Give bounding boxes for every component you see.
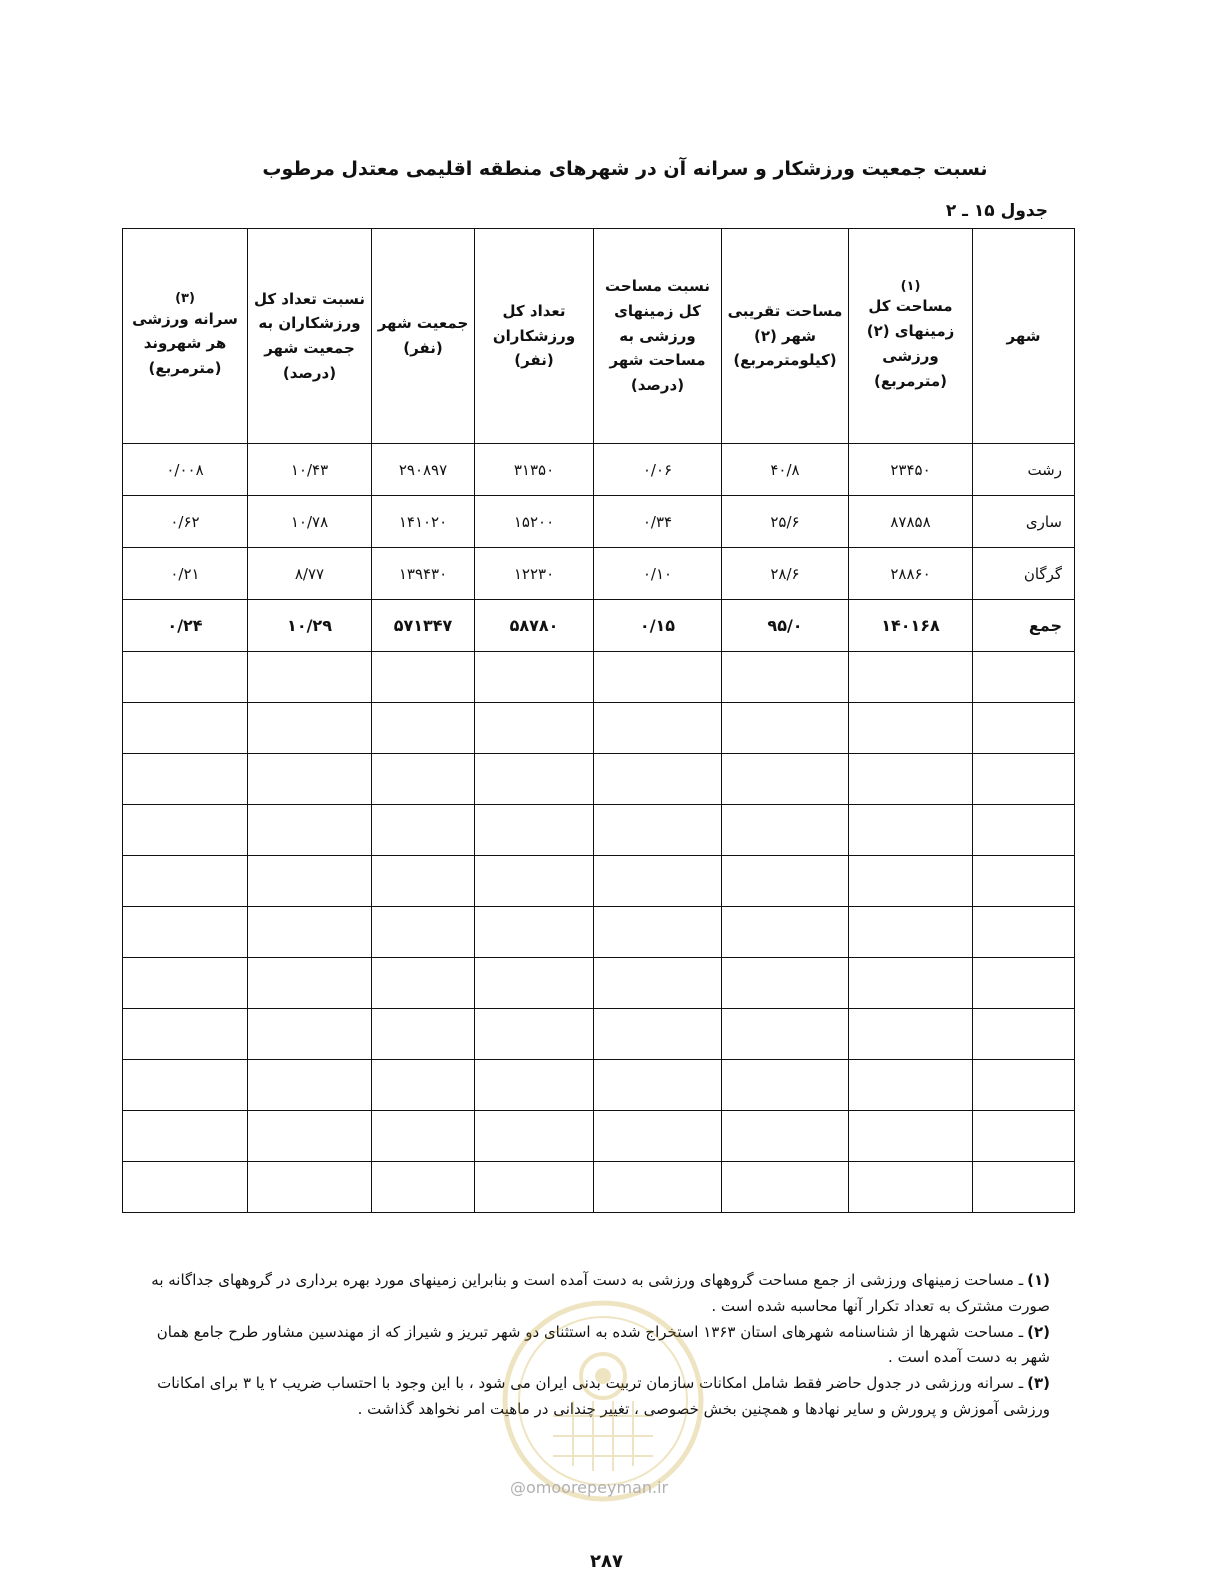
empty-cell [123, 1111, 248, 1162]
empty-cell [248, 805, 372, 856]
empty-table-row [123, 652, 1075, 703]
table-cell: ۱۴۱۰۲۰ [372, 496, 475, 548]
watermark-seal-icon [498, 1296, 708, 1506]
empty-cell [475, 652, 594, 703]
empty-cell [722, 1111, 849, 1162]
table-cell: ۲۸۸۶۰ [849, 548, 973, 600]
empty-cell [475, 1162, 594, 1213]
empty-cell [849, 1162, 973, 1213]
empty-cell [372, 703, 475, 754]
empty-cell [248, 652, 372, 703]
empty-cell [849, 754, 973, 805]
empty-cell [123, 805, 248, 856]
empty-cell [849, 1009, 973, 1060]
table-cell: ۰/۲۱ [123, 548, 248, 600]
empty-cell [973, 1162, 1075, 1213]
empty-cell [722, 958, 849, 1009]
empty-cell [973, 958, 1075, 1009]
empty-cell [722, 1060, 849, 1111]
table-cell: ۳۱۳۵۰ [475, 444, 594, 496]
empty-cell [973, 1060, 1075, 1111]
empty-cell [123, 1009, 248, 1060]
empty-cell [475, 1060, 594, 1111]
empty-cell [849, 958, 973, 1009]
header-athletes-count: تعداد کل ورزشکاران (نفر) [475, 229, 594, 444]
empty-cell [248, 856, 372, 907]
empty-cell [594, 1009, 722, 1060]
table-row [123, 548, 1075, 600]
empty-cell [248, 703, 372, 754]
empty-cell [722, 907, 849, 958]
page-number: ۲۸۷ [590, 1551, 623, 1572]
table-cell: ۱۰/۴۳ [248, 444, 372, 496]
empty-table-row [123, 805, 1075, 856]
header-city: شهر [973, 229, 1075, 444]
empty-cell [372, 805, 475, 856]
total-row [123, 600, 1075, 652]
empty-cell [475, 958, 594, 1009]
empty-cell [973, 805, 1075, 856]
watermark-text: @omoorepeyman.ir [510, 1478, 669, 1497]
empty-cell [123, 1162, 248, 1213]
empty-cell [248, 1060, 372, 1111]
empty-cell [475, 1111, 594, 1162]
total-cell: ۹۵/۰ [722, 600, 849, 652]
empty-cell [123, 703, 248, 754]
empty-table-row [123, 907, 1075, 958]
empty-cell [594, 805, 722, 856]
empty-cell [973, 1009, 1075, 1060]
empty-cell [248, 1009, 372, 1060]
empty-cell [849, 652, 973, 703]
empty-cell [372, 1009, 475, 1060]
table-cell: ۰/۰۰۸ [123, 444, 248, 496]
empty-cell [123, 652, 248, 703]
empty-cell [372, 1060, 475, 1111]
table-cell: ۰/۳۴ [594, 496, 722, 548]
footnote-text: ـ سرانه ورزشی در جدول حاضر فقط شامل امکانات سازمان تربیت بدنی ایران می شود ، با این وجود با احتساب ضریب ۲ یا ۳ برای امکانات ورزشی آموزش و پرورش و سایر نهادها و همچنین بخش خصوصی ، تغییر چندانی در ماهیت امر نخواهد گذاشت . [157, 1374, 1050, 1418]
empty-cell [722, 754, 849, 805]
empty-cell [372, 1162, 475, 1213]
total-cell: ۱۰/۲۹ [248, 600, 372, 652]
empty-cell [594, 856, 722, 907]
empty-table-row [123, 1009, 1075, 1060]
empty-cell [372, 652, 475, 703]
table-row [123, 444, 1075, 496]
table-cell: ۸۷۸۵۸ [849, 496, 973, 548]
header-land-ratio: نسبت مساحت کل زمینهای ورزشی به مساحت شهر (درصد) [594, 229, 722, 444]
empty-cell [248, 1162, 372, 1213]
total-cell: ۱۴۰۱۶۸ [849, 600, 973, 652]
footnote-text: ـ مساحت شهرها از شناسنامه شهرهای استان ۱۳۶۳ استخراج شده به استثنای دو شهر تبریز و شیراز که از مهندسین مشاور طرح جامع همان شهر به دست آمده است . [156, 1322, 1050, 1367]
header-sports-land-area: (۱) مساحت کل زمینهای (۲) ورزشی (مترمربع) [849, 229, 973, 444]
empty-cell [123, 754, 248, 805]
empty-cell [722, 703, 849, 754]
empty-table-row [123, 1111, 1075, 1162]
empty-cell [248, 1111, 372, 1162]
empty-table-row [123, 1060, 1075, 1111]
table-cell: ۲۸/۶ [722, 548, 849, 600]
total-label-cell: جمع [973, 600, 1075, 652]
empty-cell [849, 703, 973, 754]
empty-cell [973, 907, 1075, 958]
table-cell: ۱۲۲۳۰ [475, 548, 594, 600]
empty-cell [973, 856, 1075, 907]
footnote-marker: (۳) [1027, 1374, 1050, 1393]
empty-table-row [123, 754, 1075, 805]
empty-cell [722, 652, 849, 703]
empty-cell [722, 805, 849, 856]
empty-cell [849, 856, 973, 907]
city-name-cell: رشت [973, 444, 1075, 496]
table-cell: ۰/۰۶ [594, 444, 722, 496]
empty-cell [248, 907, 372, 958]
empty-rows [123, 652, 1075, 1213]
footnote-marker: (۱) [1027, 1271, 1050, 1289]
empty-cell [372, 856, 475, 907]
total-cell: ۰/۱۵ [594, 600, 722, 652]
total-cell: ۰/۲۴ [123, 600, 248, 652]
empty-cell [123, 958, 248, 1009]
table-cell: ۲۵/۶ [722, 496, 849, 548]
table-cell: ۰/۱۰ [594, 548, 722, 600]
total-cell: ۵۸۷۸۰ [475, 600, 594, 652]
header-population: جمعیت شهر (نفر) [372, 229, 475, 444]
total-cell: ۵۷۱۳۴۷ [372, 600, 475, 652]
empty-cell [123, 907, 248, 958]
table-header-row [123, 229, 1075, 444]
table-title: نسبت جمعیت ورزشکار و سرانه آن در شهرهای منطقه اقلیمی معتدل مرطوب [262, 158, 988, 180]
table-cell: ۱۰/۷۸ [248, 496, 372, 548]
table-cell: ۱۳۹۴۳۰ [372, 548, 475, 600]
empty-cell [973, 703, 1075, 754]
empty-table-row [123, 958, 1075, 1009]
empty-cell [594, 907, 722, 958]
empty-cell [594, 1111, 722, 1162]
empty-cell [372, 907, 475, 958]
empty-cell [849, 1060, 973, 1111]
header-per-capita: (۳) سرانه ورزشی هر شهروند (مترمربع) [123, 229, 248, 444]
empty-cell [372, 958, 475, 1009]
header-city-area: مساحت تقریبی شهر (۲) (کیلومترمربع) [722, 229, 849, 444]
empty-cell [475, 754, 594, 805]
empty-cell [475, 805, 594, 856]
empty-table-row [123, 856, 1075, 907]
footnote-text: ـ مساحت زمینهای ورزشی از جمع مساحت گروههای ورزشی به دست آمده است و بنابراین زمینهای مورد بهره برداری در گروههای جداگانه به صورت مشترک به تعداد تکرار آنها محاسبه شده است . [151, 1271, 1050, 1315]
empty-cell [849, 1111, 973, 1162]
city-name-cell: ساری [973, 496, 1075, 548]
empty-table-row [123, 703, 1075, 754]
empty-cell [594, 754, 722, 805]
empty-cell [475, 703, 594, 754]
table-cell: ۱۵۲۰۰ [475, 496, 594, 548]
empty-cell [594, 1162, 722, 1213]
header-athletes-ratio: نسبت تعداد کل ورزشکاران به جمعیت شهر (درصد) [248, 229, 372, 444]
sports-stats-table [122, 228, 1075, 1213]
footnote-marker: (۲) [1027, 1322, 1050, 1341]
empty-cell [475, 856, 594, 907]
city-name-cell: گرگان [973, 548, 1075, 600]
table-label: جدول ۱۵ ـ ۲ [945, 201, 1048, 221]
empty-cell [594, 958, 722, 1009]
empty-cell [973, 652, 1075, 703]
empty-cell [722, 856, 849, 907]
empty-cell [372, 1111, 475, 1162]
table-cell: ۴۰/۸ [722, 444, 849, 496]
empty-cell [849, 907, 973, 958]
empty-cell [973, 754, 1075, 805]
table-cell: ۲۹۰۸۹۷ [372, 444, 475, 496]
empty-cell [372, 754, 475, 805]
empty-table-row [123, 1162, 1075, 1213]
table-cell: ۸/۷۷ [248, 548, 372, 600]
table-cell: ۰/۶۲ [123, 496, 248, 548]
empty-cell [248, 754, 372, 805]
empty-cell [849, 805, 973, 856]
empty-cell [594, 703, 722, 754]
empty-cell [594, 1060, 722, 1111]
empty-cell [722, 1162, 849, 1213]
empty-cell [594, 652, 722, 703]
empty-cell [248, 958, 372, 1009]
empty-cell [123, 856, 248, 907]
empty-cell [475, 907, 594, 958]
table-cell: ۲۳۴۵۰ [849, 444, 973, 496]
empty-cell [475, 1009, 594, 1060]
empty-cell [973, 1111, 1075, 1162]
table-row [123, 496, 1075, 548]
empty-cell [123, 1060, 248, 1111]
empty-cell [722, 1009, 849, 1060]
